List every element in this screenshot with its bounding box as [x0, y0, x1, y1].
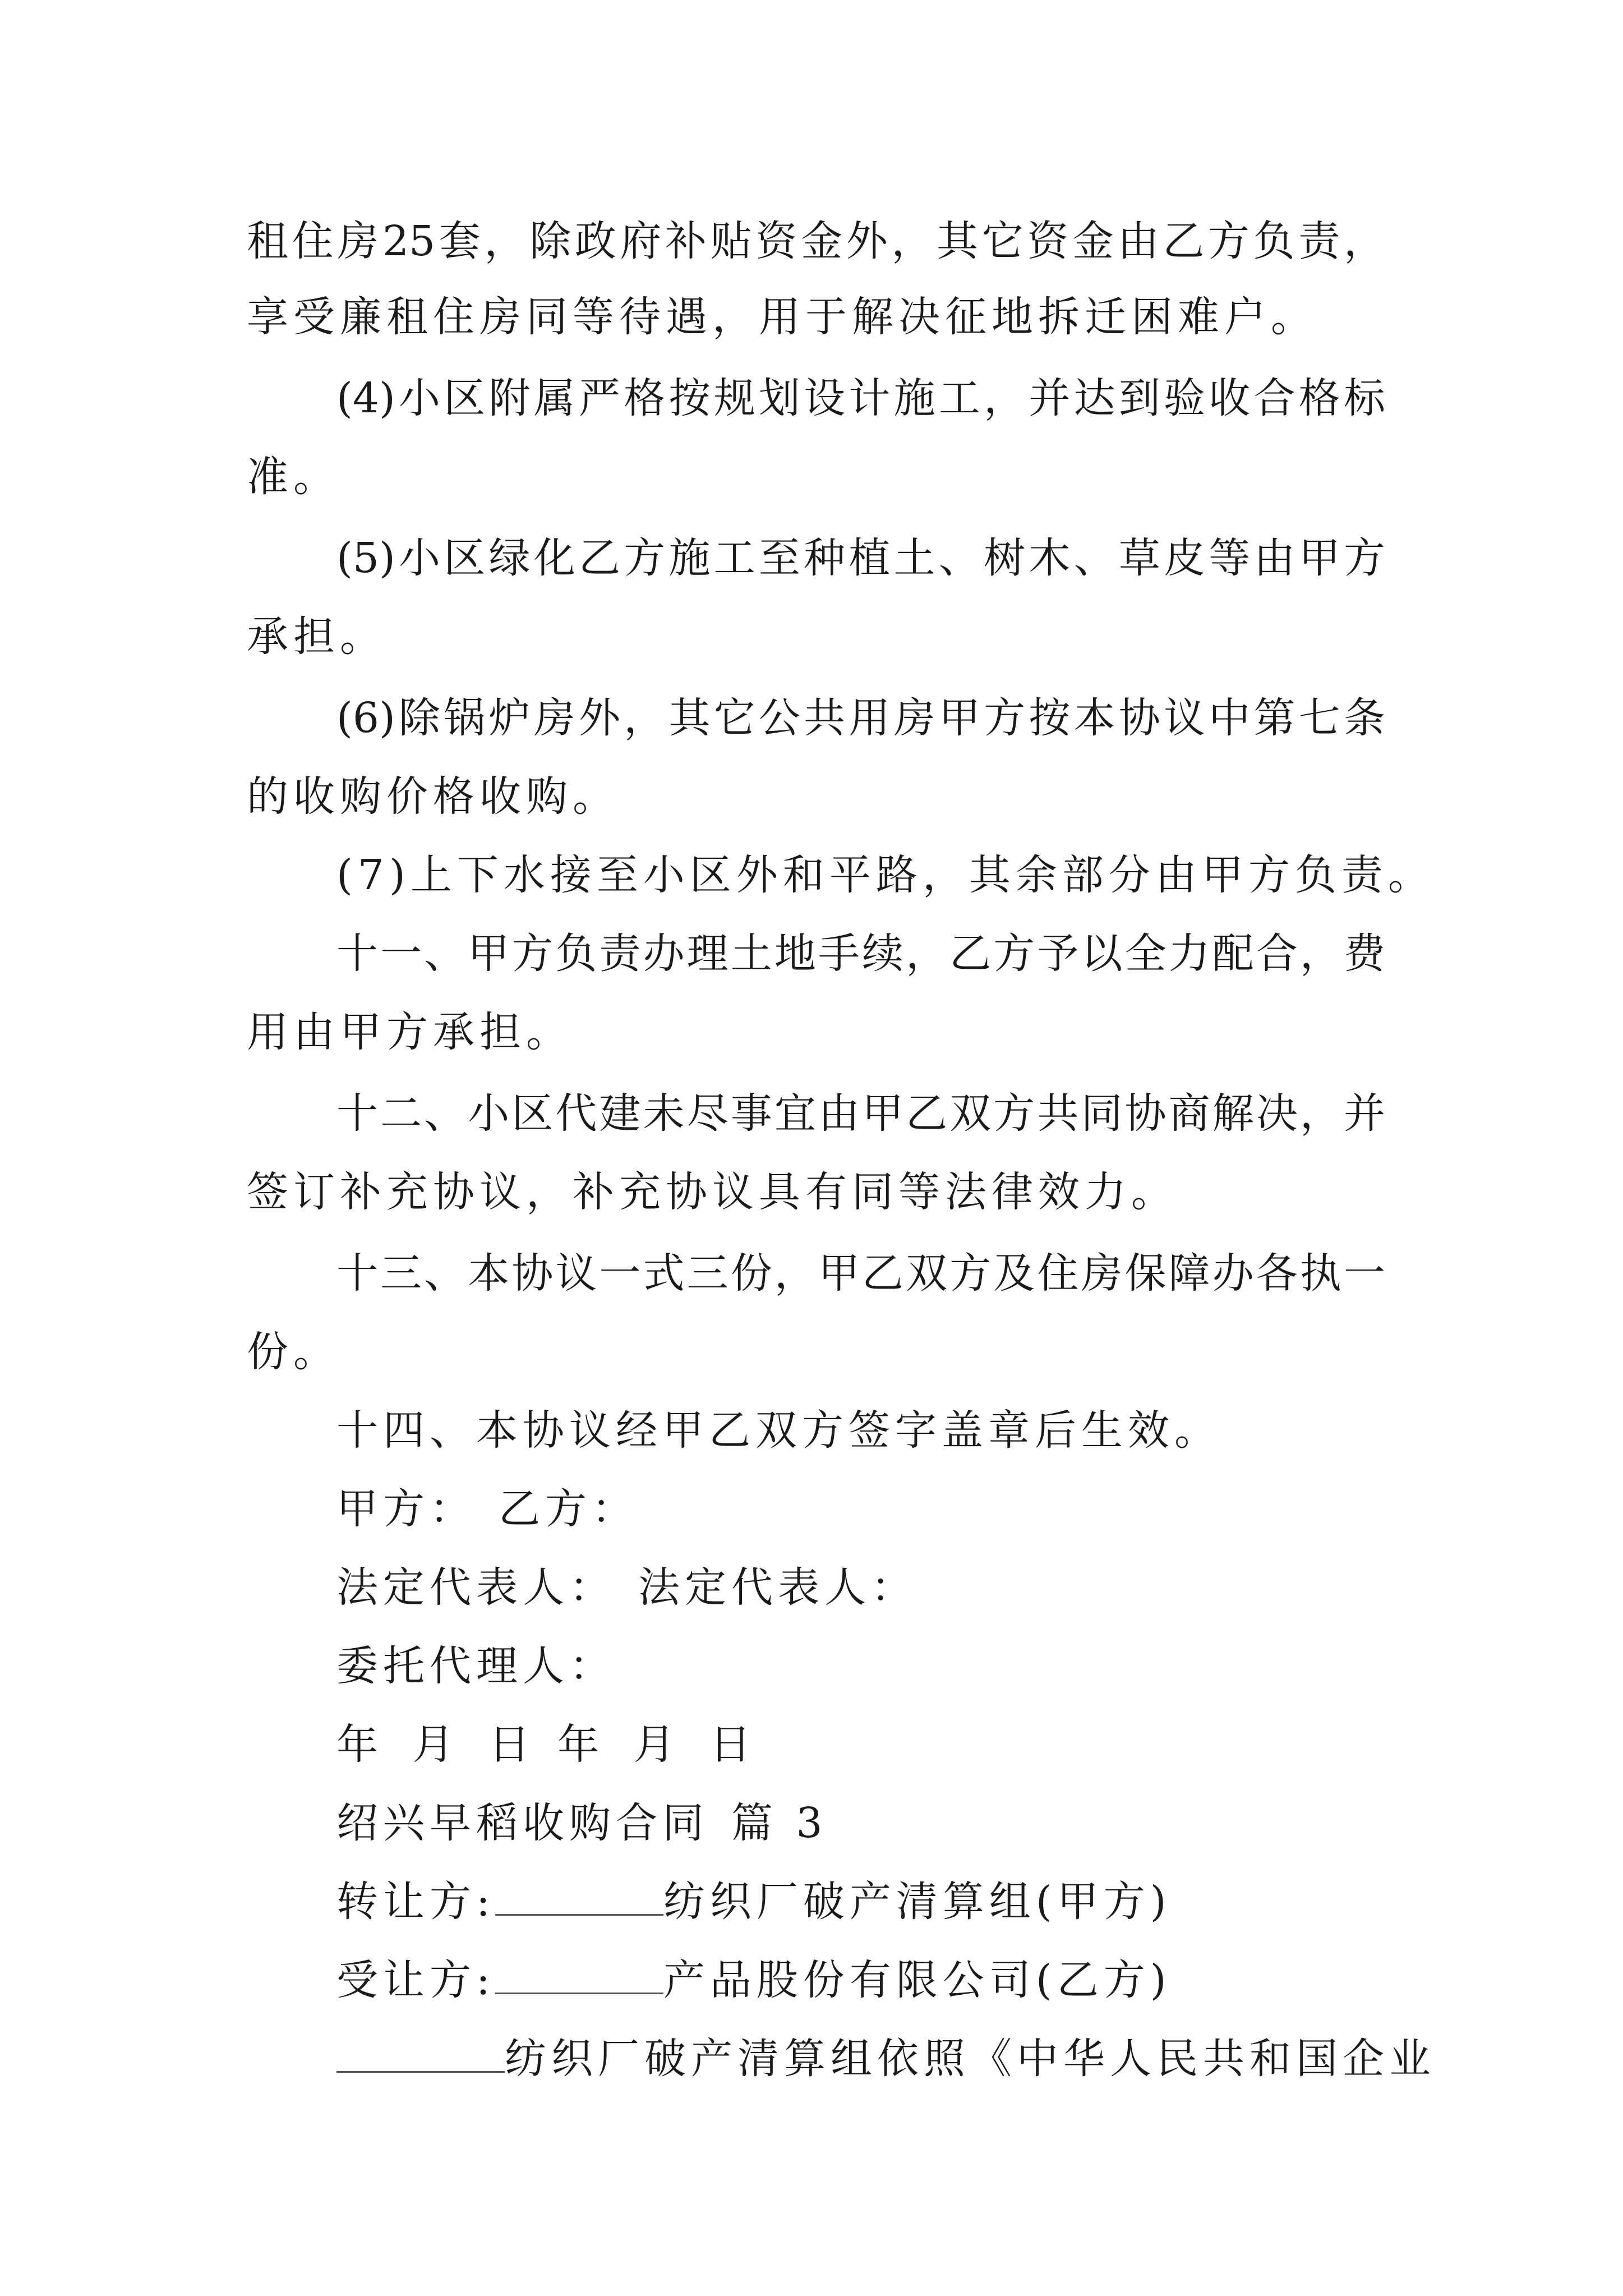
section-title: 绍兴早稻收购合同	[336, 1799, 709, 1847]
transferor-name: 纺织厂破产清算组(甲方)	[663, 1878, 1172, 1926]
transferee-line	[336, 1952, 1172, 2008]
party-b-label: 乙方：	[499, 1485, 638, 1533]
paragraph-line: 享受廉租住房同等待遇，用于解决征地拆迁困难户。	[247, 293, 1317, 341]
article-13-line-2: 份。	[247, 1328, 340, 1376]
agent-label: 委托代理人：	[336, 1642, 616, 1690]
rep-b-label: 法定代表人：	[638, 1563, 917, 1612]
clause-5-line-2: 承担。	[247, 613, 386, 661]
transferor-blank	[495, 1875, 663, 1916]
clause-5-line-1: (5)小区绿化乙方施工至种植土、树木、草皮等由甲方	[336, 534, 1385, 582]
transferee-label: 受让方:	[336, 1956, 495, 2004]
clause-7-line: (7)上下水接至小区外和平路，其余部分由甲方负责。	[336, 851, 1435, 899]
clause-6-line-2: 的收购价格收购。	[247, 772, 619, 821]
article-13-line-1: 十三、本协议一式三份，甲乙双方及住房保障办各执一	[336, 1249, 1385, 1297]
article-12-line-1: 十二、小区代建未尽事宜由甲乙双方共同协商解决，并	[336, 1089, 1385, 1138]
closing-line	[336, 2031, 1436, 2087]
transferor-label: 转让方:	[336, 1878, 495, 1926]
party-a-label: 甲方：	[336, 1485, 476, 1533]
rep-a-label: 法定代表人：	[336, 1563, 616, 1612]
date-a: 年 月 日	[336, 1720, 536, 1769]
closing-text: 纺织厂破产清算组依照《中华人民共和国企业	[505, 2035, 1436, 2083]
closing-blank	[336, 2032, 505, 2073]
section-heading	[336, 1795, 828, 1851]
section-number: 篇 3	[731, 1799, 828, 1847]
transferee-blank	[495, 1953, 663, 1994]
clause-4-line-2: 准。	[247, 453, 340, 501]
signature-dates	[336, 1717, 756, 1773]
article-11-line-2: 用由甲方承担。	[247, 1008, 573, 1056]
signature-parties	[336, 1481, 638, 1537]
transferor-line	[336, 1874, 1172, 1930]
article-12-line-2: 签订补充协议，补充协议具有同等法律效力。	[247, 1168, 1178, 1216]
date-b: 年 月 日	[557, 1720, 757, 1769]
article-11-line-1: 十一、甲方负责办理土地手续，乙方予以全力配合，费	[336, 930, 1385, 978]
article-14-line: 十四、本协议经甲乙双方签字盖章后生效。	[336, 1406, 1221, 1455]
paragraph-line: 租住房25套，除政府补贴资金外，其它资金由乙方负责，	[247, 217, 1385, 265]
clause-6-line-1: (6)除锅炉房外，其它公共用房甲方按本协议中第七条	[336, 694, 1385, 742]
transferee-name: 产品股份有限公司(乙方)	[663, 1956, 1172, 2004]
clause-4-line-1: (4)小区附属严格按规划设计施工，并达到验收合格标	[336, 374, 1385, 422]
signature-representatives	[336, 1559, 917, 1616]
